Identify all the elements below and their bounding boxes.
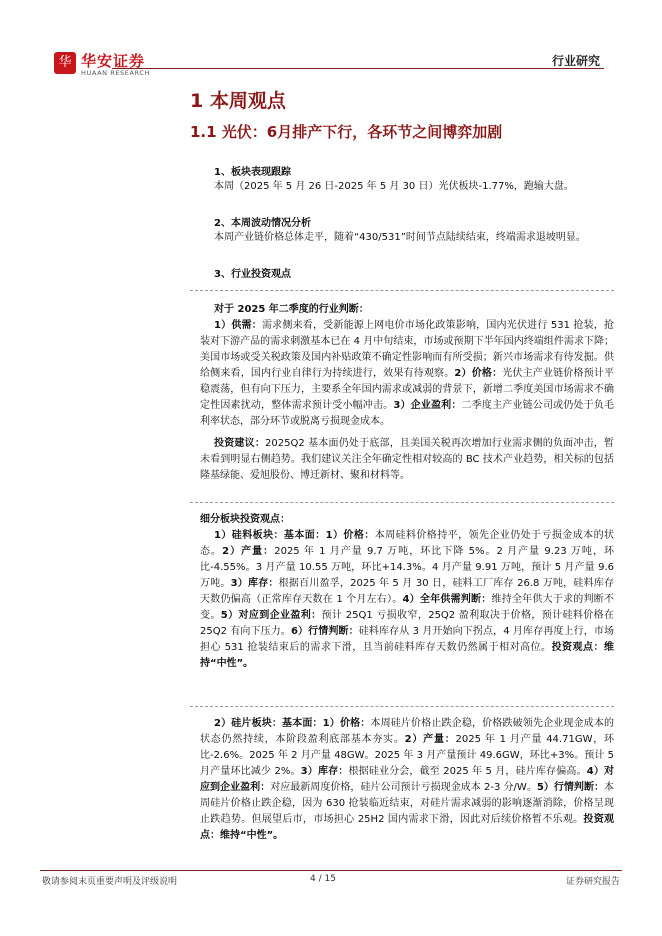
dashed-divider (190, 502, 614, 503)
wafer-view: 投资观点：维持“中性”。 (200, 814, 615, 841)
footer-disclaimer: 敬请参阅末页重要声明及评级说明 (42, 877, 178, 887)
fluctuation-analysis-text: 本周产业链价格总体走平，随着“430/531”时间节点陆续结束，终端需求退坡明显。 (214, 232, 586, 243)
wafer-profit-label: 4）对应到企业盈利： (200, 766, 615, 793)
report-section-label: 行业研究 (551, 54, 600, 68)
sector-performance-text: 本周（2025 年 5 月 26 日-2025 年 5 月 30 日）光伏板块-1.77%，跑输大盘。 (214, 181, 574, 192)
page-number: 4 / 15 (310, 874, 336, 884)
page-header (0, 0, 662, 80)
logo-seal-icon: 华 (54, 52, 76, 74)
price-text: 光伏主产业链价格预计平稳震荡，但有向下压力，主要系全年国内需求或减弱的背景下，新增二季度美国市场需求不确定性因素扰动，整体需求预计受小幅冲击。 (200, 368, 615, 411)
wafer-market-text: 本周硅片价格止跌企稳，因为 630 抢装临近结束，对硅片需求减弱的影响逐渐消除，价格呈现止跌趋势。但展望后市，市场担心 25H2 国内需求下滑，因此对后续价格暂不乐观。 (200, 782, 615, 825)
sector-performance-heading: 1、板块表现跟踪 (214, 167, 291, 178)
footer-report-type: 证券研究报告 (565, 877, 620, 887)
fluctuation-analysis-heading: 2、本周波动情况分析 (214, 218, 311, 229)
logo-name: 华安证券 (81, 52, 146, 70)
silicon-price-label: 1）价格： (325, 530, 375, 541)
silicon-view: 投资观点：维持“中性”。 (200, 642, 615, 669)
silicon-heading: 1）硅料板块：基本面： (214, 530, 326, 541)
price-label: 2）价格： (454, 368, 503, 379)
silicon-output-label: 2）产量： (222, 546, 275, 557)
company-logo (54, 52, 164, 80)
wafer-price-label: 1）价格： (322, 718, 371, 729)
advice-label: 投资建议： (214, 438, 266, 449)
wafer-inventory-label: 3）库存： (300, 766, 349, 777)
wafer-inventory-text: 根据硅业分会，截至 2025 年 5 月，硅片库存偏高。 (348, 766, 587, 777)
profit-label: 3）企业盈利： (393, 400, 462, 411)
wafer-output-text: 2025 年 1 月产量 44.71GW，环比-2.6%。2025 年 2 月产量 48GW。2025 年 3 月产量预计 49.6GW，环比+3%。预计 5 月产量环比减少 2%。 (200, 734, 615, 777)
dashed-divider (190, 706, 614, 707)
profit-text: 二季度主产业链公司或仍处于负毛利率状态，部分环节或脱离亏损现金成本。 (200, 400, 615, 427)
wafer-market-label: 5）行情判断： (536, 782, 605, 793)
supply-text: 需求侧来看，受新能源上网电价市场化政策影响，国内光伏进行 531 抢装，抢装对下游产品的需求刺激基本已在 4 月中旬结束，市场或预期下半年国内终端组件需求下降；美国市场或受关税政策及国内补贴政策不确定性影响而有所受损；新兴市场需求有待发掘。供给侧来看，国内行业自律行为持续进行，效果有待观察。 (200, 320, 614, 379)
detail-title: 细分板块投资观点： (200, 514, 290, 525)
subsection-heading: 1.1 光伏：6月排产下行，各环节之间博弈加剧 (190, 123, 503, 141)
wafer-output-label: 2）产量： (404, 734, 456, 745)
dashed-divider (190, 290, 614, 291)
q2-judgement-block (200, 302, 614, 484)
silicon-inventory-label: 3）库存： (230, 578, 279, 589)
supply-label: 1）供需： (214, 320, 262, 331)
silicon-profit-label: 5）对应到企业盈利： (220, 610, 322, 621)
silicon-market-label: 6）行情判断： (290, 626, 359, 637)
wafer-block (200, 716, 614, 844)
silicon-price-text: 本周硅料价格持平，领先企业仍处于亏损金成本的状态。 (200, 530, 614, 557)
footer-divider (40, 870, 622, 871)
header-divider (112, 68, 604, 69)
section-heading: 1 本周观点 (190, 90, 286, 112)
wafer-price-text: 本周硅片价格止跌企稳，价格跌破领先企业现金成本的状态仍然持续，本阶段盈利底部基本夯实。 (200, 718, 614, 745)
silicon-supply-demand-label: 4）全年供需判断： (402, 594, 492, 605)
silicon-supply-demand-text: 维持全年供大于求的判断不变。 (200, 594, 614, 621)
logo-subtitle: HUAAN RESEARCH (81, 69, 150, 77)
silicon-block (200, 512, 614, 672)
silicon-inventory-text: 根据百川盈孚，2025 年 5 月 30 日，硅料工厂库存 26.8 万吨，硅料库存天数仍偏高（正常库存天数在 1 个月左右）。 (200, 578, 614, 605)
wafer-profit-text: 对应最新周度价格，硅片公司预计亏损现金成本 2-3 分/W。 (270, 782, 537, 793)
wafer-heading: 2）硅片板块：基本面： (214, 718, 323, 729)
investment-view-heading: 3、行业投资观点 (214, 269, 291, 280)
q2-title: 对于 2025 年二季度的行业判断： (214, 304, 369, 315)
silicon-profit-text: 预计 25Q1 亏损收窄，25Q2 盈利取决于价格，预计硅料价格在 25Q2 有向下压力。 (200, 610, 615, 637)
silicon-market-text: 硅料库存从 3 月开始向下拐点，4 月库存再度上行，市场担心 531 抢装结束后的需求下滑，且当前硅料库存天数仍然属于相对高位。 (200, 626, 614, 653)
silicon-output-text: 2025 年 1 月产量 9.7 万吨，环比下降 5%。2 月产量 9.23 万吨，环比-4.55%。3 月产量 10.55 万吨，环比+14.3%。4 月产量 9.91 万吨，预计 5 月产量 9.6 万吨。 (200, 546, 614, 589)
advice-text: 2025Q2 基本面仍处于底部，且美国关税再次增加行业需求侧的负面冲击，暂未看到明显右侧趋势。我们建议关注全年确定性相对较高的 BC 技术产业趋势，相关标的包括隆基绿能、爱旭股份、博迁新材、聚和材料等。 (200, 438, 614, 481)
